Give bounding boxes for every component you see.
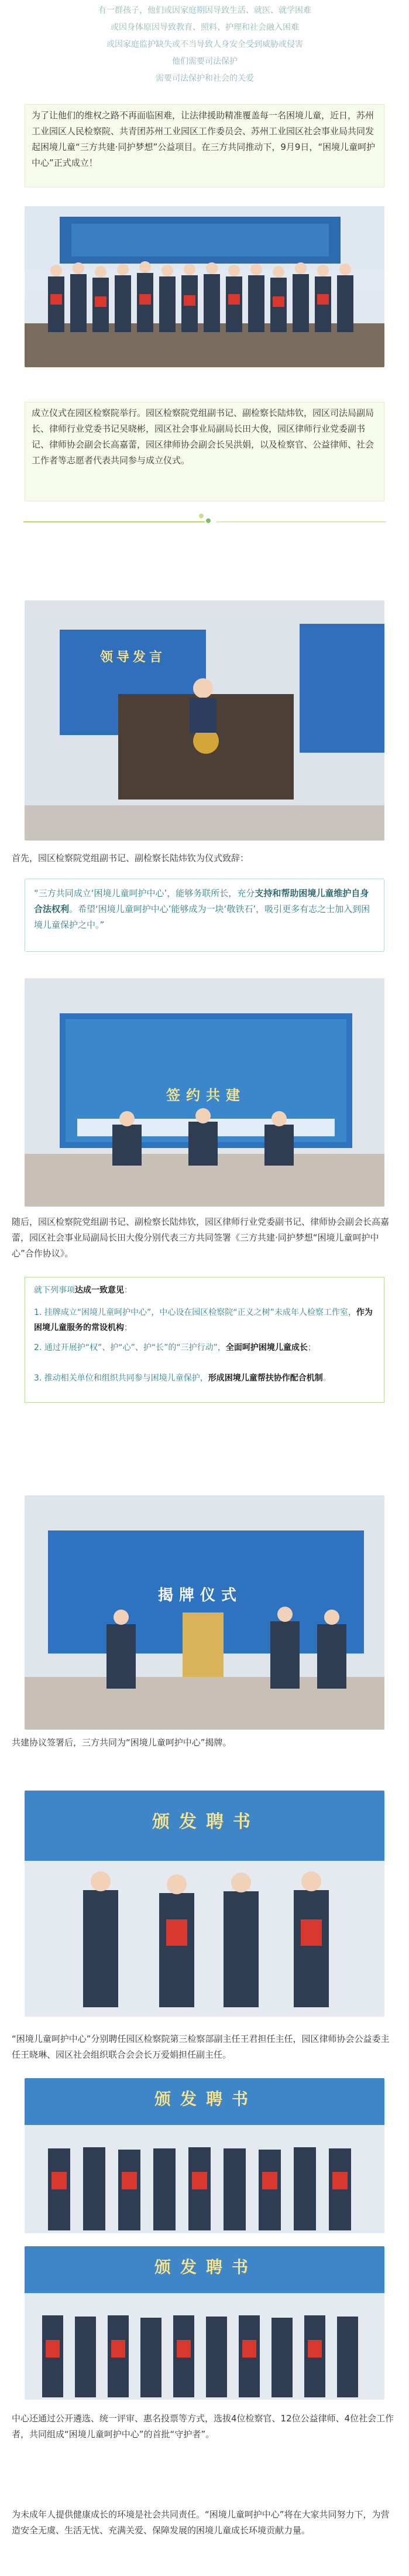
signing-banner: 签约共建 xyxy=(166,1087,246,1103)
certificate-photo-3 xyxy=(25,2246,384,2400)
paragraph-4: 随后，园区检察院党组副书记、副检察长陆炜钦，园区律师行业党委副书记、律师协会副会长高嘉蕾，园区社会事业局副局长田大俊分别代表三方共同签署《三方共建·同护梦想“困境儿童呵护中心”合作协议》。 xyxy=(12,1217,390,1259)
paragraph-7: 中心还通过公开遴选、统一评审、惠名投票等方式，选拔4位检察官、12位公益律师、4位社会工作者，共同组成“困境儿童呵护中心”的首批“守护者”。 xyxy=(12,2413,394,2440)
intro-line: 或因家庭监护缺失或不当导致人身安全受到威胁或侵害 xyxy=(106,40,303,49)
certificate-photo-2 xyxy=(25,2078,384,2233)
intro-block xyxy=(35,2,374,87)
plaque-photo xyxy=(25,1495,384,1730)
certificate-photo-1 xyxy=(25,1791,384,2017)
intro-line: 他们需要司法保护 xyxy=(172,57,238,66)
divider-dot-icon xyxy=(206,518,211,523)
signing-photo xyxy=(25,978,384,1207)
paragraph-6: “困境儿童呵护中心”分别聘任园区检察院第三检察部副主任王君担任主任，园区律师协会公益委主任王晓琳、园区社会组织联合会会长万爱娟担任副主任。 xyxy=(12,2034,390,2060)
quote-text xyxy=(34,886,376,933)
group-photo xyxy=(25,206,384,367)
certificate-banner-2: 颁发聘书 xyxy=(154,2089,257,2109)
group-photo-illustration xyxy=(25,206,384,367)
paragraph-8: 为未成年人提供健康成长的环境是社会共同责任。“困境儿童呵护中心”将在大家共同努力下，为营造安全无虞、生活无忧、充满关爱、保障发展的困境儿童成长环境贡献力量。 xyxy=(12,2509,390,2536)
paragraph-5: 共建协议签署后，三方共同为“困境儿童呵护中心”揭牌。 xyxy=(12,1737,232,1748)
certificate-banner-1: 颁发聘书 xyxy=(152,1812,260,1832)
consensus-title: 就下列事项达成一致意见： xyxy=(34,1286,132,1295)
divider-leaf-icon xyxy=(199,514,204,518)
speech-photo xyxy=(25,600,384,841)
quote-emphasis: 支持和帮助困境儿童维护自身合法权利 xyxy=(34,888,369,914)
divider-left xyxy=(23,521,205,522)
consensus-item-2: 2. 通过开展护“权”、护“心”、护“长”的“三护行动”，全面呵护困境儿童成长； xyxy=(34,1343,316,1352)
paragraph-3: 首先，园区检察院党组副书记、副检察长陆炜钦为仪式致辞： xyxy=(12,853,249,863)
certificate-banner-3: 颁发聘书 xyxy=(154,2257,257,2277)
quote-part-1: “三方共同成立‘困境儿童呵护中心’，能够务联所长，充分 xyxy=(34,888,255,898)
quote-part-2: 。希望‘困境儿童呵护中心’能够成为一块‘敬铁石’，吸引更多有志之士加入到困境儿童保护之中。” xyxy=(34,904,370,930)
paragraph-1: 为了让他们的维权之路不再面临困难，让法律援助精准覆盖每一名困境儿童，近日，苏州工业园区人民检察院、共青团苏州工业园区工作委员会、苏州工业园区社会事业局共同发起困境儿童“三方共建·同护梦想”公益项目。在三方共同推动下，9月9日，“困境儿童呵护中心”正式成立！ xyxy=(32,110,376,168)
intro-line: 或因身体原因导致教育、照料、护理和社会融入困难 xyxy=(111,23,299,32)
intro-line: 有一群孩子，他们或因家庭期因导致生活、就医、就学困难 xyxy=(98,6,311,15)
plaque-banner: 揭牌仪式 xyxy=(157,1587,242,1604)
consensus-item-3: 3. 推动相关单位和组织共同参与困境儿童保护，形成困境儿童帮扶协作配合机制。 xyxy=(34,1374,331,1383)
intro-line: 需要司法保护和社会的关爱 xyxy=(156,74,254,83)
consensus-item-1: 1. 挂牌成立“困境儿童呵护中心”，中心设在园区检察院“正义之树”未成年人检察工作室，作为困境儿童服务的常设机构； xyxy=(34,1308,373,1333)
divider-right xyxy=(216,521,386,522)
speech-banner: 领导发言 xyxy=(99,650,166,665)
paragraph-2: 成立仪式在园区检察院举行。园区检察院党组副书记、副检察长陆炜钦，园区司法局副局长、律师行业党委书记吴晓彬，园区社会事业局副局长田大俊，园区律师行业党委副书记、律师协会副会长高嘉蕾，园区律师协会副会长吴洪娟，以及检察官、公益律师、社会工作者等志愿者代表共同参与成立仪式。 xyxy=(32,408,374,466)
